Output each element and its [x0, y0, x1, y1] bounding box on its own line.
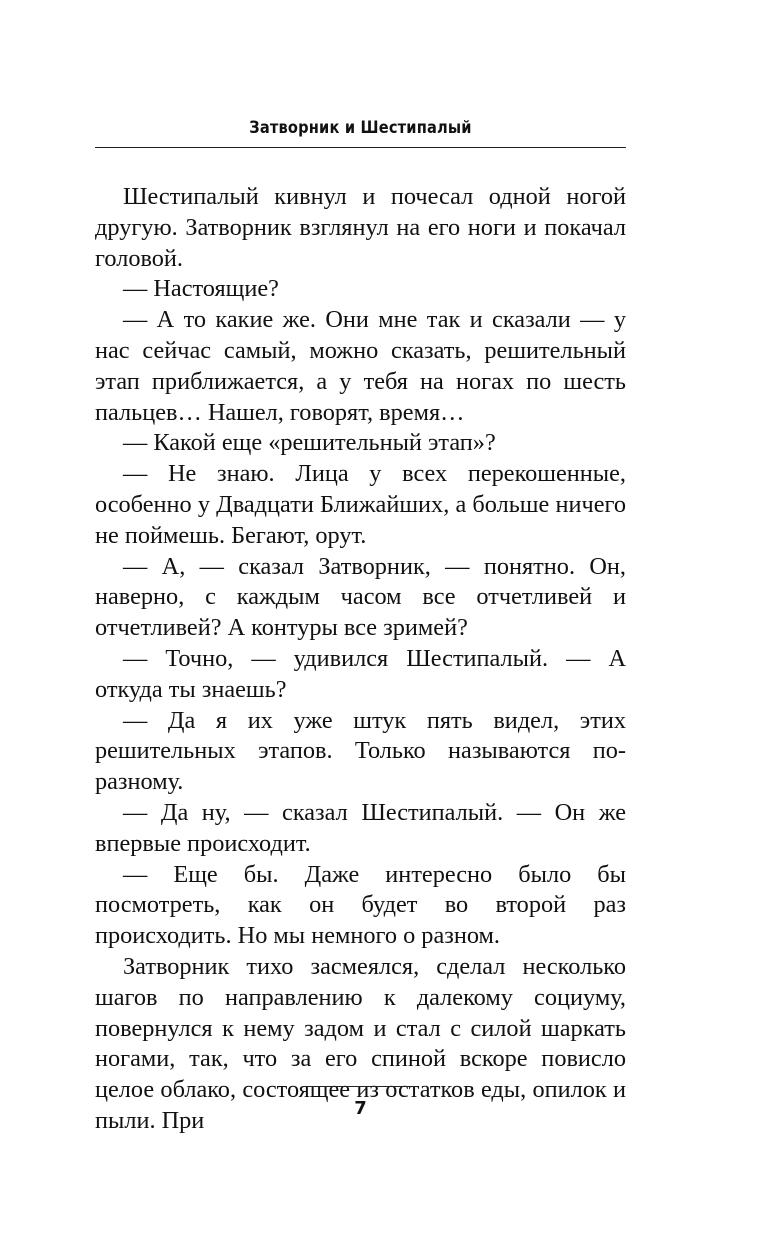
paragraph: — Да я их уже штук пять видел, этих решительных этапов. Только называются по-разному. — [95, 706, 626, 796]
running-head: Затворник и Шестипалый — [249, 118, 472, 138]
paragraph: Затворник тихо засмеялся, сделал несколько шагов по направлению к далекому социуму, повернулся к нему задом и стал с силой шаркать ногами, так, что за его спиной вскоре повисло целое облако, состоящее из остатков еды, опилок и пыли. При — [95, 952, 626, 1134]
paragraph: — Не знаю. Лица у всех перекошенные, особенно у Двадцати Ближайших, а больше ничего не поймешь. Бегают, орут. — [95, 460, 626, 549]
paragraph: — Еще бы. Даже интересно было бы посмотреть, как он будет во второй раз происходить. Но мы немного о разном. — [95, 860, 626, 950]
paragraph: — Точно, — удивился Шестипалый. — А откуда ты знаешь? — [95, 644, 626, 703]
footer-divider — [304, 1086, 417, 1087]
paragraph: — Настоящие? — [123, 275, 279, 303]
page-number: 7 — [354, 1098, 367, 1119]
paragraph: — Да ну, — сказал Шестипалый. — Он же впервые происходит. — [95, 798, 626, 857]
paragraph: — Какой еще «решительный этап»? — [123, 429, 496, 457]
paragraph: Шестипалый кивнул и почесал одной ногой другую. Затворник взглянул на его ноги и покачал головой. — [95, 183, 626, 272]
paragraph: — А то какие же. Они мне так и сказали — у нас сейчас самый, можно сказать, решительный этап приближается, а у тебя на ногах по шесть пальцев… Нашел, говорят, время… — [95, 306, 626, 426]
header-divider — [95, 147, 626, 148]
paragraph: — А, — сказал Затворник, — понятно. Он, наверно, с каждым часом все отчетливей и отчетливей? А контуры все зримей? — [95, 552, 626, 642]
body-text — [95, 182, 626, 1137]
